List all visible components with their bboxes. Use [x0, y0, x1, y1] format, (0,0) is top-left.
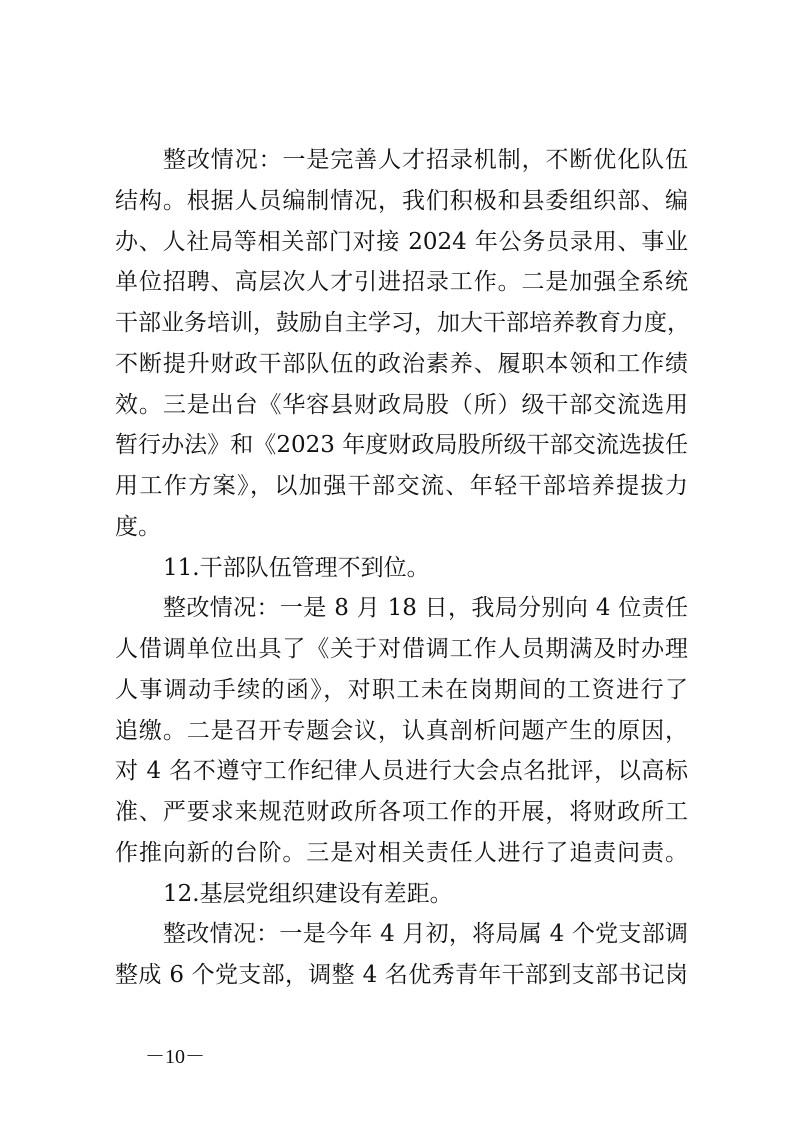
- document-body: [115, 140, 688, 996]
- paragraph-line: 用工作方案》，以加强干部交流、年轻干部培养提拔力: [115, 473, 688, 499]
- paragraph-line: 整改情况：一是今年 4 月初，将局属 4 个党支部调: [163, 921, 688, 948]
- paragraph-line: 追缴。二是召开专题会议，认真剖析问题产生的原因，: [115, 717, 688, 744]
- paragraph-line: 作推向新的台阶。三是对相关责任人进行了追责问责。: [115, 839, 688, 866]
- paragraph-line: 准、严要求来规范财政所各项工作的开展，将财政所工: [115, 799, 688, 825]
- paragraph-line: 对 4 名不遵守工作纪律人员进行大会点名批评，以高标: [115, 758, 688, 785]
- page-number: －10－: [145, 1046, 205, 1068]
- paragraph-line: 干部业务培训，鼓励自主学习，加大干部培养教育力度，: [115, 310, 690, 336]
- paragraph-line: 暂行办法》和《2023 年度财政局股所级干部交流选拔任: [115, 432, 688, 459]
- section-heading: 12.基层党组织建设有差距。: [163, 880, 453, 907]
- paragraph-line: 整改情况：一是完善人才招录机制，不断优化队伍: [163, 147, 688, 173]
- paragraph-line: 单位招聘、高层次人才引进招录工作。二是加强全系统: [115, 269, 688, 296]
- paragraph-line: 整改情况：一是 8 月 18 日，我局分别向 4 位责任: [163, 595, 688, 622]
- paragraph-line: 整成 6 个党支部，调整 4 名优秀青年干部到支部书记岗: [115, 962, 688, 988]
- paragraph-line: 办、人社局等相关部门对接 2024 年公务员录用、事业: [115, 228, 688, 255]
- paragraph-line: 结构。根据人员编制情况，我们积极和县委组织部、编: [115, 187, 688, 214]
- paragraph-line: 不断提升财政干部队伍的政治素养、履职本领和工作绩: [115, 350, 688, 377]
- section-heading: 11.干部队伍管理不到位。: [163, 554, 430, 581]
- paragraph-line: 人借调单位出具了《关于对借调工作人员期满及时办理: [115, 636, 688, 662]
- paragraph-line: 人事调动手续的函》，对职工未在岗期间的工资进行了: [115, 676, 688, 703]
- paragraph-line: 效。三是出台《华容县财政局股（所）级干部交流选用: [115, 391, 688, 418]
- paragraph-line: 度。: [115, 513, 161, 540]
